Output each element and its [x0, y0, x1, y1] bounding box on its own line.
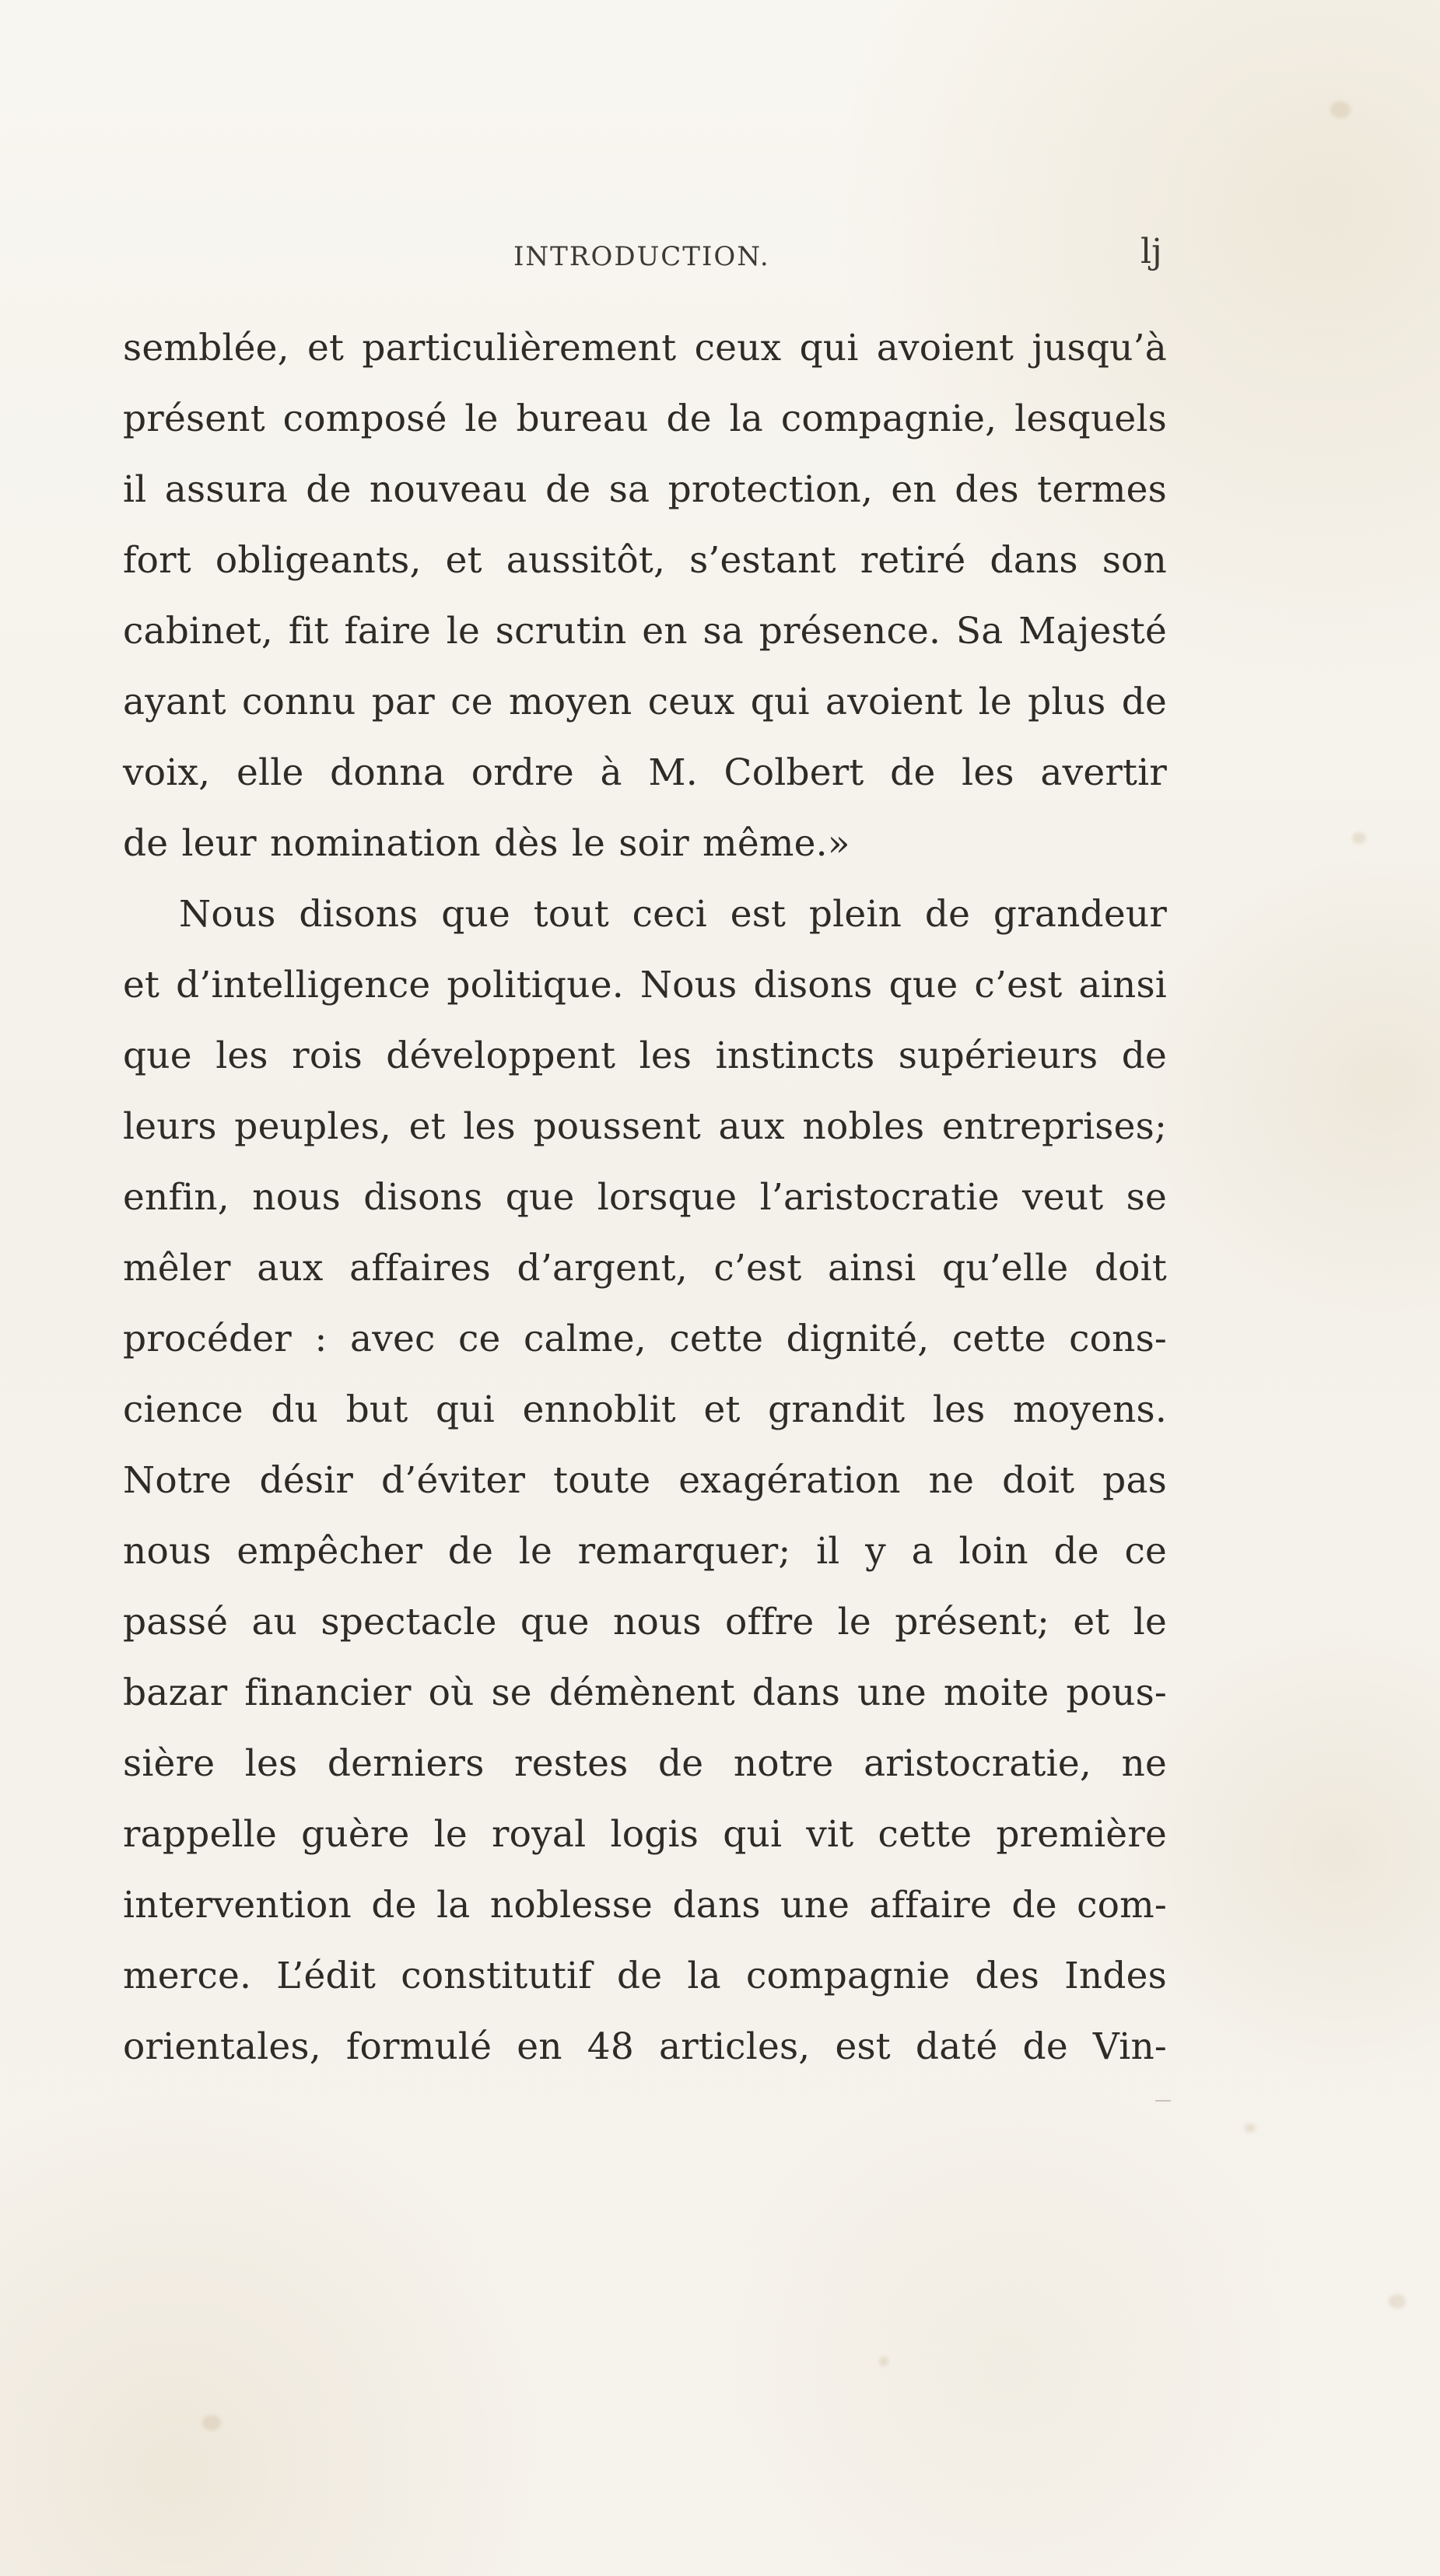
text-line: nous empêcher de le remarquer; il y a loin de ce — [123, 1530, 1167, 1573]
text-line: merce. L’édit constitutif de la compagnie des Indes — [123, 1955, 1167, 1997]
text-line: leurs peuples, et les poussent aux nobles entreprises; — [123, 1105, 1167, 1148]
page-header — [0, 227, 1440, 289]
text-line: sière les derniers restes de notre aristocratie, ne — [123, 1742, 1167, 1785]
paper-stain — [202, 2415, 221, 2431]
text-line: que les rois développent les instincts supérieurs de — [123, 1034, 1167, 1077]
page-number: lj — [1140, 232, 1162, 271]
paper-stain — [1389, 2294, 1406, 2308]
text-line: de leur nomination dès le soir même.» — [123, 822, 850, 865]
margin-mark — [1155, 2100, 1171, 2102]
text-line: rappelle guère le royal logis qui vit cette première — [123, 1813, 1167, 1856]
text-line: Notre désir d’éviter toute exagération ne doit pas — [123, 1459, 1167, 1502]
text-line: procéder : avec ce calme, cette dignité, cette cons- — [123, 1318, 1167, 1360]
text-line: cience du but qui ennoblit et grandit les moyens. — [123, 1388, 1167, 1431]
text-line: ayant connu par ce moyen ceux qui avoient le plus de — [123, 681, 1167, 723]
paper-stain — [1352, 832, 1366, 844]
text-line: il assura de nouveau de sa protection, en des termes — [123, 468, 1167, 511]
text-line: cabinet, fit faire le scrutin en sa présence. Sa Majesté — [123, 610, 1167, 653]
text-line: orientales, formulé en 48 articles, est daté de Vin- — [123, 2025, 1167, 2068]
text-line: Nous disons que tout ceci est plein de grandeur — [179, 893, 1167, 936]
text-line: voix, elle donna ordre à M. Colbert de les avertir — [123, 751, 1167, 794]
text-line: et d’intelligence politique. Nous disons que c’est ainsi — [123, 964, 1167, 1006]
text-line: présent composé le bureau de la compagnie, lesquels — [123, 397, 1167, 440]
text-line: passé au spectacle que nous offre le présent; et le — [123, 1601, 1167, 1643]
text-line: intervention de la noblesse dans une affaire de com- — [123, 1884, 1167, 1927]
text-line: semblée, et particulièrement ceux qui avoient jusqu’à — [123, 327, 1167, 369]
text-line: enfin, nous disons que lorsque l’aristocratie veut se — [123, 1176, 1167, 1219]
body-text — [123, 313, 1167, 2082]
paper-stain — [1330, 101, 1351, 118]
running-title: INTRODUCTION. — [513, 241, 770, 272]
paper-stain — [1245, 2123, 1256, 2133]
text-line: mêler aux affaires d’argent, c’est ainsi qu’elle doit — [123, 1247, 1167, 1290]
paper-stain — [879, 2357, 888, 2366]
text-line: bazar financier où se démènent dans une moite pous- — [123, 1671, 1167, 1714]
text-line: fort obligeants, et aussitôt, s’estant retiré dans son — [123, 539, 1167, 582]
